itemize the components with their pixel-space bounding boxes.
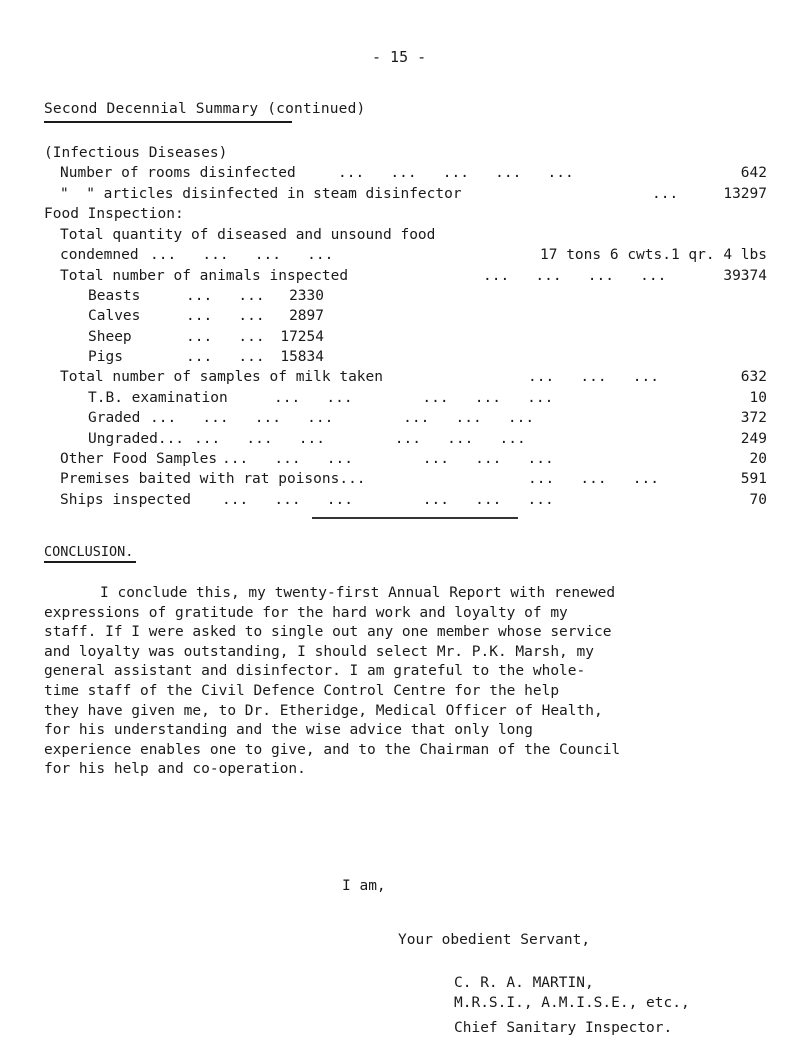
row-label: Total number of animals inspected (60, 268, 349, 284)
row-value: 2897 (289, 308, 324, 324)
closing-i-am: I am, (342, 878, 386, 894)
row-value: 17254 (280, 329, 324, 345)
infectious-heading: (Infectious Diseases) (44, 145, 228, 161)
row-value: 632 (740, 369, 767, 385)
conclusion-underline (44, 561, 136, 563)
row-label: Graded (88, 410, 141, 426)
table-row (0, 429, 800, 450)
row-value: 70 (749, 492, 767, 508)
paragraph-line: expressions of gratitude for the hard work and loyalty of my (44, 604, 568, 621)
table-row (0, 388, 800, 409)
paragraph-line: they have given me, to Dr. Etheridge, Medical Officer of Health, (44, 702, 603, 719)
table-row (0, 490, 800, 511)
table-row (0, 367, 800, 388)
section-subtitle: Second Decennial Summary (continued) (44, 101, 366, 117)
row-label: T.B. examination (88, 390, 228, 406)
row-label: Other Food Samples (60, 451, 218, 467)
conclusion-paragraph (44, 584, 784, 780)
row-label: Calves (88, 308, 141, 324)
paragraph-line: general assistant and disinfector. I am grateful to the whole- (44, 663, 586, 680)
paragraph-line: for his help and co-operation. (44, 761, 306, 778)
row-dots: ... ... ... ... ... ... ... (150, 410, 535, 426)
table-row (0, 449, 800, 470)
row-value: 15834 (280, 349, 324, 365)
row-value: 249 (740, 431, 767, 447)
table-row (0, 306, 800, 327)
row-dots: ... ... ... ... ... ... (194, 431, 526, 447)
row-label: Total quantity of diseased and unsound food (60, 227, 436, 243)
table-row (0, 286, 800, 307)
row-value: 39374 (723, 268, 767, 284)
table-row (0, 245, 800, 266)
row-dots: ... ... ... (528, 471, 659, 487)
row-value: 2330 (289, 288, 324, 304)
page-number: - 15 - (372, 48, 427, 66)
paragraph-line: for his understanding and the wise advice that only long (44, 722, 533, 739)
row-label: " " articles disinfected in steam disinfector (60, 186, 462, 202)
table-row (0, 266, 800, 287)
row-dots: ... ... ... (528, 369, 659, 385)
row-dots: ... ... (186, 329, 265, 345)
table-row (0, 327, 800, 348)
row-value: 10 (749, 390, 767, 406)
table-row (0, 163, 800, 184)
row-value: 372 (740, 410, 767, 426)
row-dots: ... ... ... ... (483, 268, 667, 284)
signatory-qualifications: M.R.S.I., A.M.I.S.E., etc., (454, 995, 690, 1011)
row-label: Total number of samples of milk taken (60, 369, 384, 385)
closing-servant: Your obedient Servant, (398, 932, 591, 948)
row-label: Pigs (88, 349, 123, 365)
row-label: Premises baited with rat poisons... (60, 471, 366, 487)
paragraph-line: experience enables one to give, and to the Chairman of the Council (44, 741, 621, 758)
row-dots: ... ... ... ... ... (338, 165, 574, 181)
paragraph-line: staff. If I were asked to single out any one member whose service (44, 624, 612, 641)
row-value: 642 (740, 165, 767, 181)
section-divider (312, 517, 518, 519)
table-row (0, 408, 800, 429)
conclusion-heading: CONCLUSION. (44, 544, 134, 560)
row-value: 17 tons 6 cwts.1 qr. 4 lbs (540, 247, 767, 263)
paragraph-line: and loyalty was outstanding, I should select Mr. P.K. Marsh, my (44, 643, 594, 660)
row-dots: ... ... (186, 349, 265, 365)
subtitle-underline (44, 121, 292, 123)
table-row (0, 184, 800, 205)
row-dots: ... ... ... ... ... ... (222, 492, 554, 508)
table-row (0, 225, 800, 246)
row-dots: ... ... ... ... (150, 247, 334, 263)
row-label: Number of rooms disinfected (60, 165, 296, 181)
row-dots: ... ... ... ... ... (274, 390, 554, 406)
signatory-title: Chief Sanitary Inspector. (454, 1020, 673, 1036)
row-label: Sheep (88, 329, 132, 345)
infectious-heading-row (0, 143, 800, 164)
row-label: Ships inspected (60, 492, 191, 508)
row-dots: ... ... (186, 308, 265, 324)
signatory-name: C. R. A. MARTIN, (454, 975, 594, 991)
row-label: condemned (60, 247, 139, 263)
food-heading-row (0, 204, 800, 225)
row-dots: ... ... ... ... ... ... (222, 451, 554, 467)
row-value: 20 (749, 451, 767, 467)
row-value: 13297 (723, 186, 767, 202)
row-value: 591 (740, 471, 767, 487)
row-label: Beasts (88, 288, 141, 304)
row-dots: ... (652, 186, 679, 202)
table-row (0, 469, 800, 490)
food-heading: Food Inspection: (44, 206, 184, 222)
table-row (0, 347, 800, 368)
row-label: Ungraded... (88, 431, 185, 447)
paragraph-line: I conclude this, my twenty-first Annual Report with renewed (100, 585, 616, 601)
row-dots: ... ... (186, 288, 265, 304)
paragraph-line: time staff of the Civil Defence Control Centre for the help (44, 682, 560, 699)
